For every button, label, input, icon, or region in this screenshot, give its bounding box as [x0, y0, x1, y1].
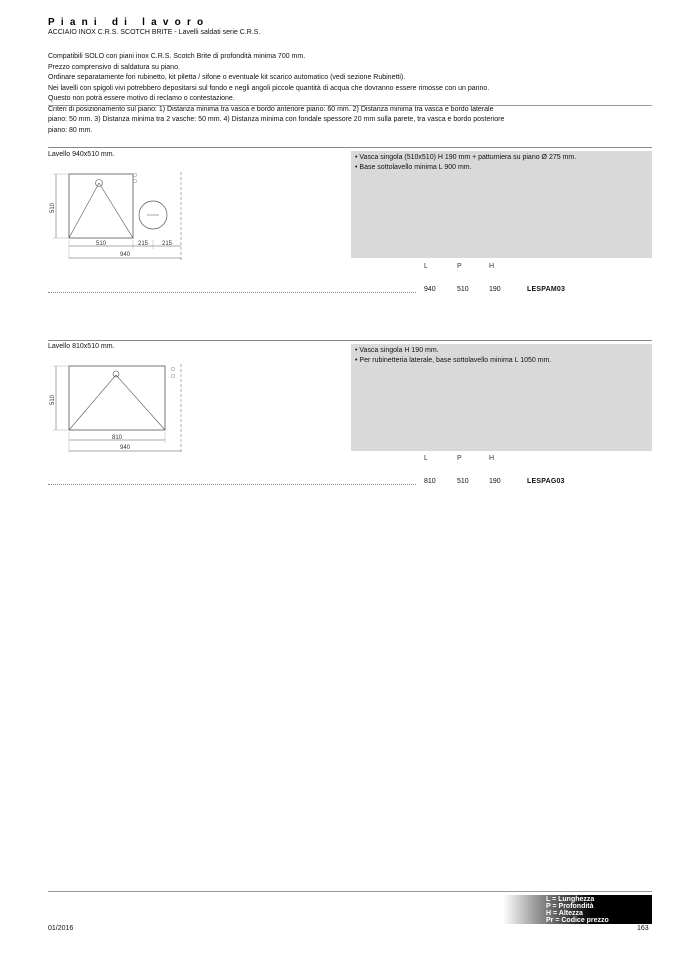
divider	[48, 105, 652, 106]
intro-line: Criteri di posizionamento sul piano: 1) Distanza minima tra vasca e bordo anteriore piano: 60 mm. 2) Distanza minima tra vasca e bordo laterale	[48, 105, 494, 113]
col-header-h: H	[489, 455, 495, 462]
legend-item: H = Altezza	[546, 910, 583, 917]
legend-item: Pr = Codice prezzo	[546, 917, 609, 924]
intro-line: piano: 50 mm. 3) Distanza minima tra 2 vasche: 50 mm. 4) Distanza minima con fondale spessore 20 mm sulla parete, tra vasca e bordo posteriore	[48, 116, 505, 123]
dim-width-3: 215	[161, 241, 173, 247]
dim-width-2: 215	[137, 241, 149, 247]
col-header-l: L	[424, 455, 428, 462]
page-number: 163	[637, 925, 649, 932]
value-h: 190	[489, 478, 501, 485]
intro-line: Nei lavelli con spigoli vivi potrebbero depositarsi sul fondo e negli angoli piccole quantità di acqua che dovranno essere rimosse con un panno.	[48, 84, 490, 92]
intro-line: Ordinare separatamente fori rubinetto, kit piletta / sifone o eventuale kit scarico automatico (vedi sezione Rubinetti).	[48, 74, 406, 81]
product-notes	[351, 151, 652, 258]
product-code: LESPAM03	[527, 286, 566, 293]
sink-drawing	[44, 358, 194, 454]
intro-line: Prezzo comprensivo di saldatura su piano.	[48, 63, 180, 71]
legend	[546, 896, 609, 924]
intro-text	[48, 52, 628, 136]
value-l: 940	[424, 286, 436, 293]
product-label: Lavello 810x510 mm.	[48, 343, 115, 350]
value-h: 190	[489, 286, 501, 293]
footer-divider	[48, 891, 652, 892]
page-title: Piani di lavoro	[48, 17, 210, 28]
intro-line: piano: 80 mm.	[48, 126, 93, 134]
note-item: • Vasca singola H 190 mm.	[355, 347, 439, 354]
dim-total: 940	[119, 445, 131, 451]
col-header-p: P	[457, 455, 462, 462]
dim-height: 510	[50, 202, 56, 214]
col-header-h: H	[489, 263, 495, 270]
intro-line: Questo non potrà essere motivo di reclamo o contestazione.	[48, 95, 235, 102]
product-notes	[351, 344, 652, 451]
dim-width-1: 810	[111, 435, 123, 441]
intro-line: Compatibili SOLO con piani inox C.R.S. Scotch Brite di profondità minima 700 mm.	[48, 53, 306, 60]
page-subtitle: ACCIAIO INOX C.R.S. SCOTCH BRITE - Lavelli saldati serie C.R.S.	[48, 29, 261, 36]
note-item: • Vasca singola (510x510) H 190 mm + pattumiera su piano Ø 275 mm.	[355, 154, 577, 161]
value-l: 810	[424, 478, 436, 485]
dotted-leader	[48, 292, 416, 293]
col-header-l: L	[424, 263, 428, 270]
dim-total: 940	[119, 252, 131, 258]
product-code: LESPAG03	[527, 478, 565, 485]
dotted-leader	[48, 484, 416, 485]
note-item: • Per rubinetteria laterale, base sottolavello minima L 1050 mm.	[355, 357, 552, 364]
product-label: Lavello 940x510 mm.	[48, 151, 115, 158]
note-item: • Base sottolavello minima L 900 mm.	[355, 164, 472, 171]
dim-width-1: 510	[95, 241, 107, 247]
sink-drawing	[44, 166, 194, 262]
legend-item: L = Lunghezza	[546, 896, 595, 903]
col-header-p: P	[457, 263, 462, 270]
legend-item: P = Profondità	[546, 903, 594, 910]
section-divider	[48, 340, 652, 341]
section-divider	[48, 147, 652, 148]
value-p: 510	[457, 286, 469, 293]
value-p: 510	[457, 478, 469, 485]
dim-height: 510	[50, 394, 56, 406]
footer-date: 01/2016	[48, 925, 74, 932]
